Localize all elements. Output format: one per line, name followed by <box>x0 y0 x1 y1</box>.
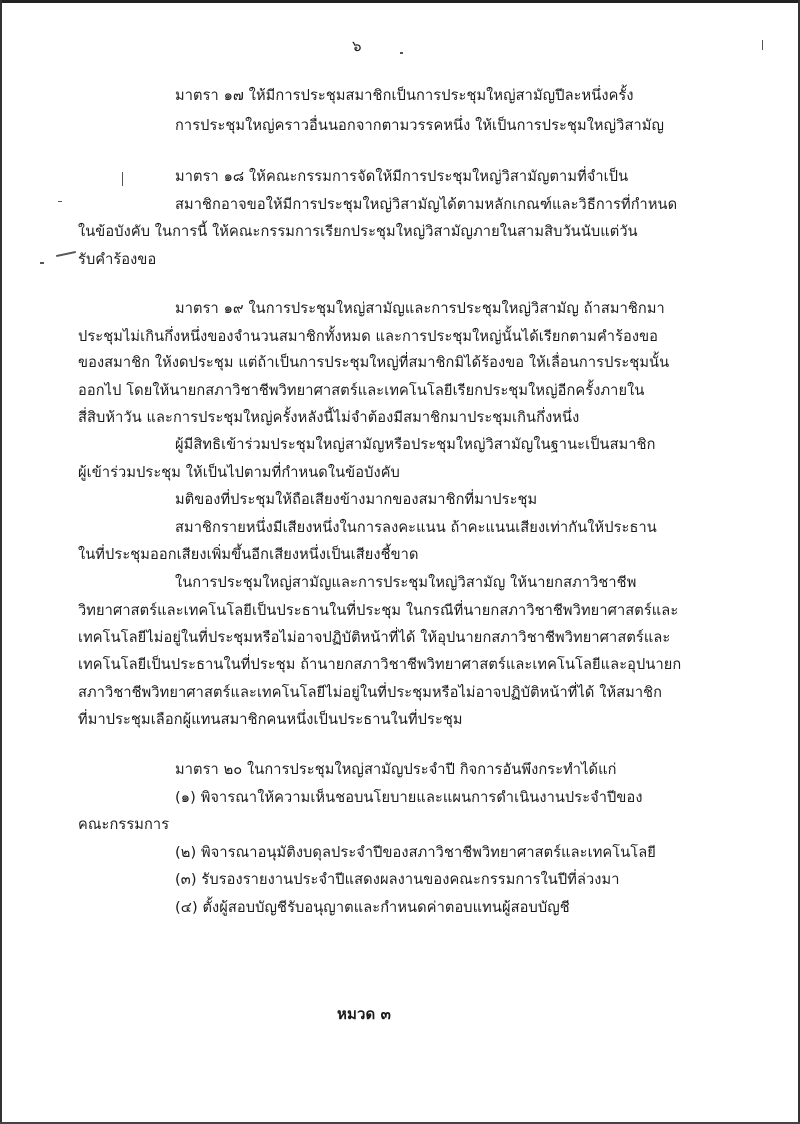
chapter-heading: หมวด ๓ <box>337 1005 392 1023</box>
section-20-item-2: (๒) พิจารณาอนุมัติงบดุลประจำปีของสภาวิชาชีพวิทยาศาสตร์และเทคโนโลยี <box>175 844 656 861</box>
section-19-line-16: ที่มาประชุมเลือกผู้แทนสมาชิกคนหนึ่งเป็นประธานในที่ประชุม <box>78 711 463 728</box>
section-19-line-6: ผู้มีสิทธิเข้าร่วมประชุมใหญ่สามัญหรือประชุมใหญ่วิสามัญในฐานะเป็นสมาชิก <box>175 436 656 453</box>
section-18-line-1: มาตรา ๑๘ ให้คณะกรรมการจัดให้มีการประชุมใหญ่วิสามัญตามที่จำเป็น <box>175 168 629 185</box>
section-19-line-8: มติของที่ประชุมให้ถือเสียงข้างมากของสมาชิกที่มาประชุม <box>175 491 538 508</box>
scan-speck <box>400 52 403 54</box>
section-19-line-13: เทคโนโลยีไม่อยู่ในที่ประชุมหรือไม่อาจปฏิบัติหน้าที่ได้ ให้อุปนายกสภาวิชาชีพวิทยาศาสตร์และ <box>78 629 671 646</box>
scan-speck <box>40 262 44 264</box>
section-19-line-2: ประชุมไม่เกินกึ่งหนึ่งของจำนวนสมาชิกทั้งหมด และการประชุมใหญ่นั้นได้เรียกตามคำร้องขอ <box>78 328 659 345</box>
section-20-line-1: มาตรา ๒๐ ในการประชุมใหญ่สามัญประจำปี กิจการอันพึงกระทำได้แก่ <box>175 761 617 778</box>
section-20-item-1: (๑) พิจารณาให้ความเห็นชอบนโยบายและแผนการดำเนินงานประจำปีของ <box>175 789 643 806</box>
section-19-line-1: มาตรา ๑๙ ในการประชุมใหญ่สามัญและการประชุมใหญ่วิสามัญ ถ้าสมาชิกมา <box>175 300 665 317</box>
scan-speck <box>58 201 62 202</box>
section-18-line-4: รับคำร้องขอ <box>78 251 157 268</box>
section-20-item-1-continued: คณะกรรมการ <box>78 816 170 833</box>
section-20-item-4: (๔) ตั้งผู้สอบบัญชีรับอนุญาตและกำหนดค่าตอบแทนผู้สอบบัญชี <box>175 899 570 916</box>
section-19-line-14: เทคโนโลยีเป็นประธานในที่ประชุม ถ้านายกสภาวิชาชีพวิทยาศาสตร์และเทคโนโลยีและอุปนายก <box>78 656 682 673</box>
section-18-line-3: ในข้อบังคับ ในการนี้ ให้คณะกรรมการเรียกประชุมใหญ่วิสามัญภายในสามสิบวันนับแต่วัน <box>78 223 638 240</box>
section-19-line-11: ในการประชุมใหญ่สามัญและการประชุมใหญ่วิสามัญ ให้นายกสภาวิชาชีพ <box>175 574 637 591</box>
section-17-line-1: มาตรา ๑๗ ให้มีการประชุมสมาชิกเป็นการประชุมใหญ่สามัญปีละหนึ่งครั้ง <box>175 87 634 104</box>
section-19-line-5: สี่สิบห้าวัน และการประชุมใหญ่ครั้งหลังนี้ไม่จำต้องมีสมาชิกมาประชุมเกินกึ่งหนึ่ง <box>78 409 580 426</box>
section-19-line-9: สมาชิกรายหนึ่งมีเสียงหนึ่งในการลงคะแนน ถ้าคะแนนเสียงเท่ากันให้ประธาน <box>175 519 657 536</box>
section-18-line-2: สมาชิกอาจขอให้มีการประชุมใหญ่วิสามัญได้ตามหลักเกณฑ์และวิธีการที่กำหนด <box>175 196 678 213</box>
scan-speck <box>762 40 763 50</box>
scan-border-left <box>0 0 2 1124</box>
page-number: ๖ <box>352 37 362 55</box>
section-19-line-12: วิทยาศาสตร์และเทคโนโลยีเป็นประธานในที่ประชุม ในกรณีที่นายกสภาวิชาชีพวิทยาศาสตร์และ <box>78 602 679 619</box>
section-19-line-15: สภาวิชาชีพวิทยาศาสตร์และเทคโนโลยีไม่อยู่ในที่ประชุมหรือไม่อาจปฏิบัติหน้าที่ได้ ให้สมาชิก <box>78 684 663 701</box>
section-19-line-3: ของสมาชิก ให้งดประชุม แต่ถ้าเป็นการประชุมใหญ่ที่สมาชิกมิได้ร้องขอ ให้เลื่อนการประชุมนั้น <box>78 354 670 371</box>
scan-border-top <box>0 0 800 3</box>
section-20-item-3: (๓) รับรองรายงานประจำปีแสดงผลงานของคณะกรรมการในปีที่ล่วงมา <box>175 871 620 888</box>
scan-speck <box>56 251 76 257</box>
section-19-line-7: ผู้เข้าร่วมประชุม ให้เป็นไปตามที่กำหนดในข้อบังคับ <box>78 464 400 481</box>
scan-speck <box>122 172 123 186</box>
section-19-line-10: ในที่ประชุมออกเสียงเพิ่มขึ้นอีกเสียงหนึ่งเป็นเสียงชี้ขาด <box>78 546 419 563</box>
section-19-line-4: ออกไป โดยให้นายกสภาวิชาชีพวิทยาศาสตร์และเทคโนโลยีเรียกประชุมใหญ่อีกครั้งภายใน <box>78 382 645 399</box>
section-17-line-2: การประชุมใหญ่คราวอื่นนอกจากตามวรรคหนึ่ง ให้เป็นการประชุมใหญ่วิสามัญ <box>175 117 665 134</box>
